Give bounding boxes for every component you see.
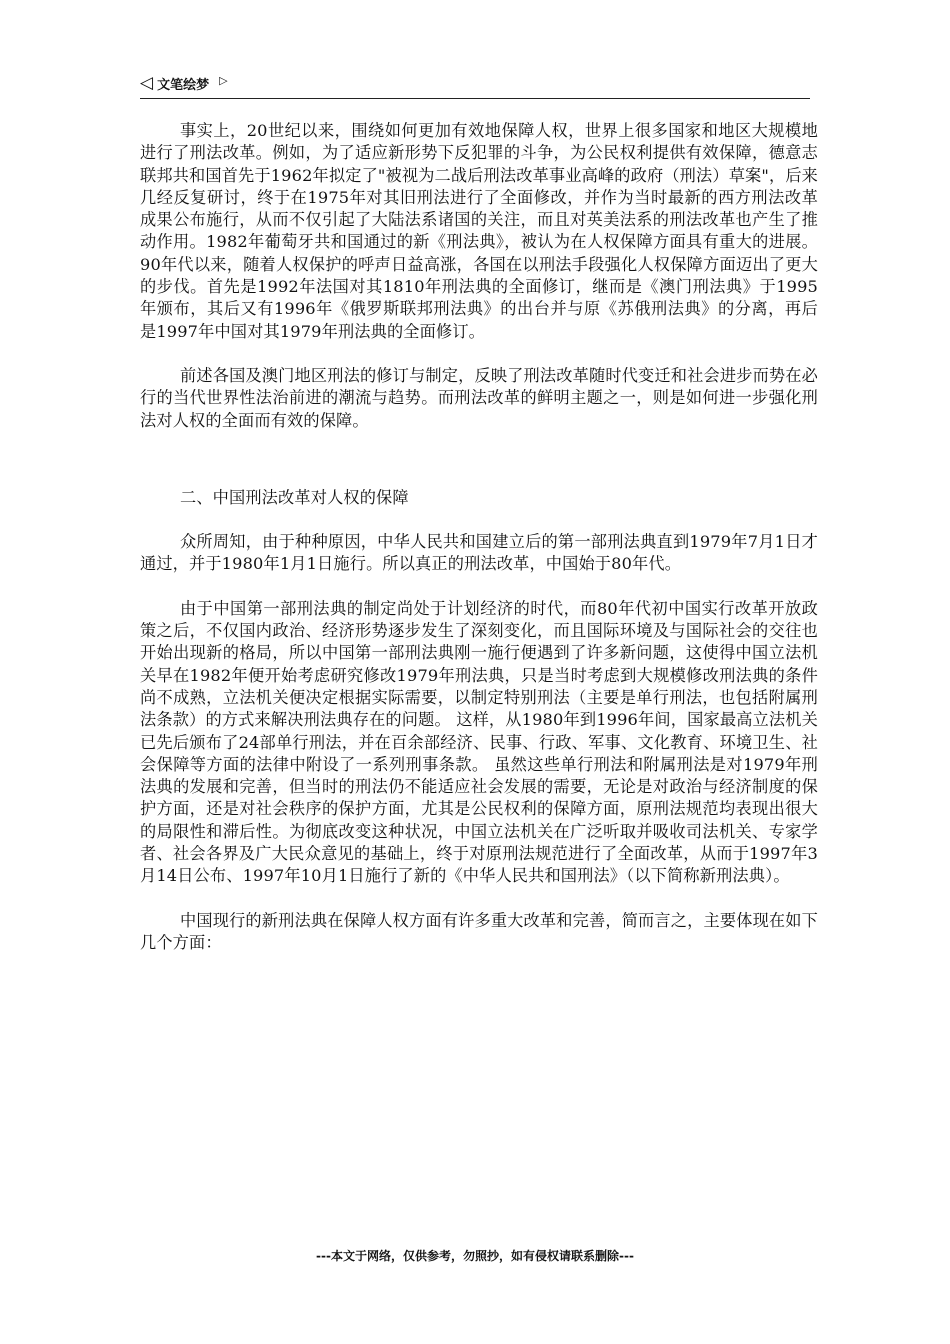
paragraph-reform-history: 事实上，20世纪以来，围绕如何更加有效地保障人权，世界上很多国家和地区大规模地进行了刑法改革。例如，为了适应新形势下反犯罪的斗争，为公民权利提供有效保障，德意志联邦共和国首先于1962年拟定了"被视为二战后刑法改革事业高峰的政府（刑法）草案"，后来几经反复研讨，终于在1975年对其旧刑法进行了全面修改，并作为当时最新的西方刑法改革成果公布施行，从而不仅引起了大陆法系诸国的关注，而且对英美法系的刑法改革也产生了推动作用。1982年葡萄牙共和国通过的新《刑法典》，被认为在人权保障方面具有重大的进展。90年代以来，随着人权保护的呼声日益高涨，各国在以刑法手段强化人权保障方面迈出了更大的步伐。首先是1992年法国对其1810年刑法典的全面修订，继而是《澳门刑法典》于1995年颁布，其后又有1996年《俄罗斯联邦刑法典》的出台并与原《苏俄刑法典》的分离，再后是1997年中国对其1979年刑法典的全面修订。 — [140, 121, 818, 341]
triangle-right-icon: ▷ — [219, 74, 228, 87]
page-header — [140, 72, 810, 99]
page-footer-disclaimer: ---本文于网络，仅供参考，勿照抄，如有侵权请联系删除--- — [316, 1249, 634, 1263]
paragraph-reform-trend: 前述各国及澳门地区刑法的修订与制定，反映了刑法改革随时代变迁和社会进步而势在必行的当代世界性法治前进的潮流与趋势。而刑法改革的鲜明主题之一，则是如何进一步强化刑法对人权的全面而有效的保障。 — [140, 365, 818, 430]
header-title: 文笔绘梦 — [157, 78, 210, 93]
paragraph-first-code: 众所周知，由于种种原因，中华人民共和国建立后的第一部刑法典直到1979年7月1日才通过，并于1980年1月1日施行。所以真正的刑法改革，中国始于80年代。 — [140, 532, 818, 574]
triangle-left-icon: ◁ — [140, 73, 154, 93]
paragraph-revision-background: 由于中国第一部刑法典的制定尚处于计划经济的时代，而80年代初中国实行改革开放政策之后，不仅国内政治、经济形势逐步发生了深刻变化，而且国际环境及与国际社会的交往也开始出现新的格局，所以中国第一部刑法典刚一施行便遇到了许多新问题，这使得中国立法机关早在1982年便开始考虑研究修改1979年刑法典，只是当时考虑到大规模修改刑法典的条件尚不成熟，立法机关便决定根据实际需要，以制定特别刑法（主要是单行刑法，也包括附属刑法条款）的方式来解决刑法典存在的问题。 这样，从1980年到1996年间，国家最高立法机关已先后颁布了24部单行刑法，并在百余部经济、民事、行政、军事、文化教育、环境卫生、社会保障等方面的法律中附设了一系列刑事条款。 虽然这些单行刑法和附属刑法是对1979年刑法典的发展和完善，但当时的刑法仍不能适应社会发展的需要，无论是对政治与经济制度的保护方面，还是对社会秩序的保护方面，尤其是公民权利的保障方面，原刑法规范均表现出很大的局限性和滞后性。为彻底改变这种状况，中国立法机关在广泛听取并吸收司法机关、专家学者、社会各界及广大民众意见的基础上，终于对原刑法规范进行了全面改革，从而于1997年3月14日公布、1997年10月1日施行了新的《中华人民共和国刑法》（以下简称新刑法典）。 — [140, 598, 818, 886]
header-brand — [140, 74, 228, 93]
section-heading: 二、中国刑法改革对人权的保障 — [180, 487, 409, 507]
document-body — [140, 120, 818, 954]
paragraph-new-code-intro: 中国现行的新刑法典在保障人权方面有许多重大改革和完善，简而言之，主要体现在如下几个方面： — [140, 910, 818, 952]
